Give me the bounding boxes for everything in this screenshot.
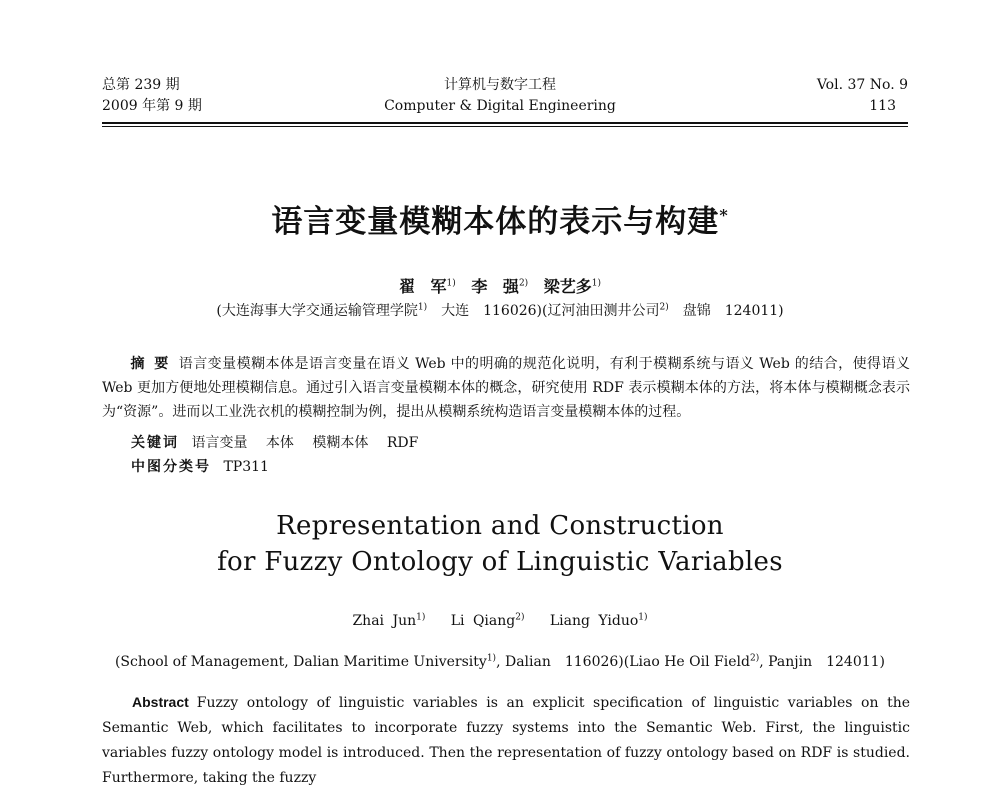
title-cn <box>0 196 1000 241</box>
author-cn: 梁艺多$^{1)}$ <box>543 277 602 296</box>
classification-label: 中图分类号 <box>131 459 211 475</box>
keywords-label: 关键词 <box>131 435 179 451</box>
affiliation-en: (School of Management, Dalian Maritime University$^{1)}$, Dalian 116026)(Liao He Oil Field$^{2)}$, Panjin 124011) <box>114 653 886 670</box>
page-number: 113 <box>869 98 896 114</box>
title-cn-text: 语言变量模糊本体的表示与构建 <box>271 204 720 240</box>
abstract-cn <box>102 352 910 424</box>
header-rule-thick <box>102 122 908 124</box>
title-en-line2: for Fuzzy Ontology of Linguistic Variables <box>217 547 783 577</box>
abstract-cn-text: 语言变量模糊本体是语言变量在语义 Web 中的明确的规范化说明，有利于模糊系统与语义 Web 的结合，使得语义 Web 更加方便地处理模糊信息。通过引入语言变量模糊本体的概念，研究使用 RDF 表示模糊本体的方法，将本体与模糊概念表示为“资源”。进而以工业洗衣机的模糊控制为例，提出从模糊系统构造语言变量模糊本体的过程。 <box>102 356 910 420</box>
affiliation-cn: (大连海事大学交通运输管理学院$^{1)}$ 大连 116026)(辽河油田测井公司$^{2)}$ 盘锦 124011) <box>216 302 784 319</box>
abstract-en-label: Abstract <box>132 694 189 710</box>
author-en: Liang Yiduo$^{1)}$ <box>549 612 648 629</box>
keyword: 本体 <box>265 435 294 451</box>
keyword: 语言变量 <box>191 435 248 451</box>
abstract-en-text: Fuzzy ontology of linguistic variables is an explicit specification of linguistic variables on the Semantic Web, which facilitates to incorporate fuzzy systems into the Semantic Web. First, the linguistic variables fuzzy ontology model is introduced. Then the representation of fuzzy ontology based on RDF is studied. Furthermore, taking the fuzzy <box>102 695 910 786</box>
keyword: RDF <box>386 435 419 451</box>
keyword: 模糊本体 <box>312 435 369 451</box>
author-cn: 翟 军$^{1)}$ <box>398 277 456 296</box>
keywords-cn <box>131 432 432 452</box>
authors-en <box>0 612 1000 629</box>
journal-name-cn: 计算机与数字工程 <box>444 77 556 93</box>
title-en-line1: Representation and Construction <box>276 511 724 541</box>
author-en: Li Qiang$^{2)}$ <box>450 612 525 629</box>
classification-code: TP311 <box>223 459 269 475</box>
classification-cn <box>131 456 269 476</box>
abstract-en <box>102 690 910 791</box>
authors-cn <box>0 274 1000 297</box>
volume-number: Vol. 37 No. 9 <box>816 77 908 93</box>
title-footnote-mark: * <box>719 205 729 225</box>
issue-number: 总第 239 期 <box>102 77 180 93</box>
author-cn: 李 强$^{2)}$ <box>471 277 529 296</box>
header-rule-thin <box>102 126 908 127</box>
issue-date: 2009 年第 9 期 <box>102 98 202 114</box>
abstract-cn-label: 摘 要 <box>130 356 171 372</box>
journal-name-en: Computer & Digital Engineering <box>384 98 616 114</box>
author-en: Zhai Jun$^{1)}$ <box>352 612 426 629</box>
